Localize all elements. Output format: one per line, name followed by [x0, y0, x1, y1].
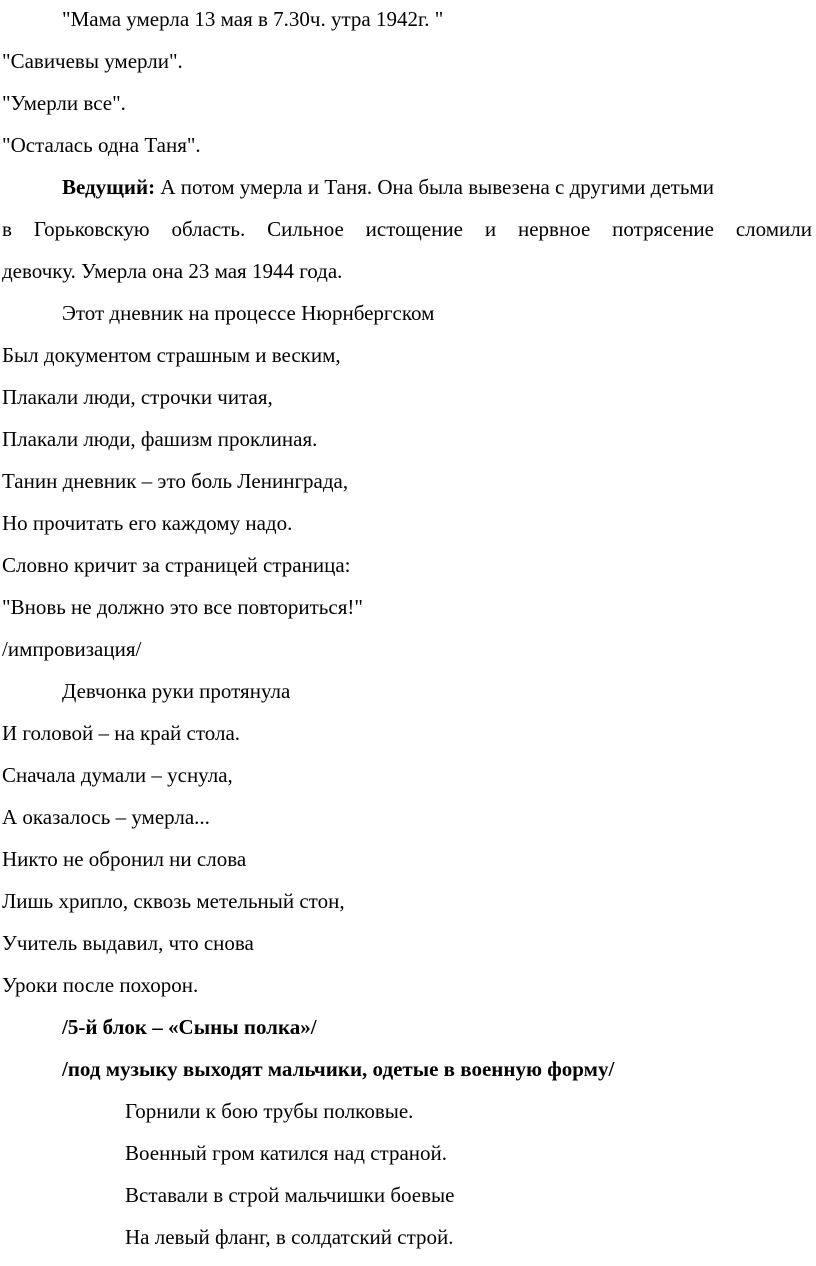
host-paragraph-line: девочку. Умерла она 23 мая 1944 года.: [2, 259, 343, 283]
diary-line: "Мама умерла 13 мая в 7.30ч. утра 1942г. ": [62, 7, 444, 31]
poem-line: Плакали люди, строчки читая,: [2, 385, 273, 409]
host-label: Ведущий:: [62, 175, 156, 199]
poem-line: Словно кричит за страницей страница:: [2, 553, 351, 577]
poem-line: Танин дневник – это боль Ленинграда,: [2, 469, 349, 493]
poem-line: "Вновь не должно это все повториться!": [2, 595, 363, 619]
poem-line: И головой – на край стола.: [2, 721, 241, 745]
poem-line: Военный гром катился над страной.: [125, 1141, 447, 1165]
poem-line: Горнили к бою трубы полковые.: [125, 1099, 414, 1123]
poem-line: На левый фланг, в солдатский строй.: [125, 1225, 454, 1249]
poem-line: Вставали в строй мальчишки боевые: [125, 1183, 455, 1207]
poem-line: Но прочитать его каждому надо.: [2, 511, 293, 535]
host-text: А потом умерла и Таня. Она была вывезена с другими детьми: [155, 175, 714, 199]
poem-line: Уроки после похорон.: [2, 973, 199, 997]
diary-line: "Осталась одна Таня".: [2, 133, 201, 157]
poem-line: А оказалось – умерла...: [2, 805, 210, 829]
host-paragraph-line: в Горьковскую область. Сильное истощение и нервное потрясение сломили: [2, 217, 812, 241]
stage-direction: /импровизация/: [2, 637, 142, 661]
block-title: /5-й блок – «Сыны полка»/: [62, 1015, 317, 1039]
poem-line: Плакали люди, фашизм проклиная.: [2, 427, 318, 451]
poem-line: Лишь хрипло, сквозь метельный стон,: [2, 889, 345, 913]
diary-line: "Савичевы умерли".: [2, 49, 183, 73]
poem-line: Учитель выдавил, что снова: [2, 931, 254, 955]
poem-line: Сначала думали – уснула,: [2, 763, 233, 787]
poem-line: Этот дневник на процессе Нюрнбергском: [62, 301, 435, 325]
poem-line: Никто не обронил ни слова: [2, 847, 247, 871]
poem-line: Был документом страшным и веским,: [2, 343, 341, 367]
diary-line: "Умерли все".: [2, 91, 126, 115]
stage-direction: /под музыку выходят мальчики, одетые в военную форму/: [62, 1057, 615, 1081]
host-paragraph-line: [62, 174, 714, 200]
poem-line: Девчонка руки протянула: [62, 679, 291, 703]
